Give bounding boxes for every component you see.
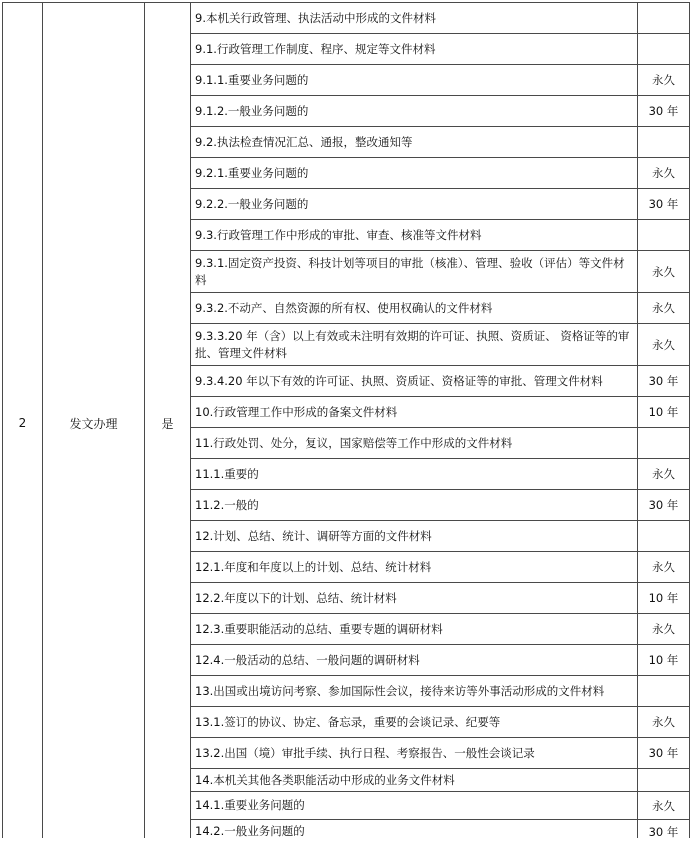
item-description-cell: 10.行政管理工作中形成的备案文件材料 bbox=[191, 397, 638, 428]
retention-term-cell: 10 年 bbox=[638, 583, 690, 614]
retention-term-cell: 永久 bbox=[638, 552, 690, 583]
flag-cell: 是 bbox=[145, 3, 191, 844]
item-description-cell: 12.2.年度以下的计划、总结、统计材料 bbox=[191, 583, 638, 614]
retention-term-cell bbox=[638, 220, 690, 251]
item-description-cell: 11.2.一般的 bbox=[191, 490, 638, 521]
item-description-cell: 9.2.执法检查情况汇总、通报，整改通知等 bbox=[191, 127, 638, 158]
item-description-cell: 9.3.1.固定资产投资、科技计划等项目的审批（核准）、管理、验收（评估）等文件材料 bbox=[191, 251, 638, 293]
retention-term-cell: 10 年 bbox=[638, 397, 690, 428]
retention-term-cell: 30 年 bbox=[638, 366, 690, 397]
retention-term-cell: 永久 bbox=[638, 293, 690, 324]
retention-term-cell: 永久 bbox=[638, 707, 690, 738]
item-description-cell: 13.1.签订的协议、协定、备忘录，重要的会谈记录、纪要等 bbox=[191, 707, 638, 738]
category-name-cell: 发文办理 bbox=[43, 3, 145, 844]
item-description-cell: 9.1.行政管理工作制度、程序、规定等文件材料 bbox=[191, 34, 638, 65]
item-description-cell: 14.本机关其他各类职能活动中形成的业务文件材料 bbox=[191, 769, 638, 792]
retention-term-cell: 10 年 bbox=[638, 645, 690, 676]
seq-cell: 2 bbox=[3, 3, 43, 844]
item-description-cell: 9.2.2.一般业务问题的 bbox=[191, 189, 638, 220]
retention-term-cell: 永久 bbox=[638, 158, 690, 189]
item-description-cell: 12.3.重要职能活动的总结、重要专题的调研材料 bbox=[191, 614, 638, 645]
retention-term-cell: 30 年 bbox=[638, 820, 690, 844]
retention-term-cell: 永久 bbox=[638, 65, 690, 96]
item-description-cell: 12.计划、总结、统计、调研等方面的文件材料 bbox=[191, 521, 638, 552]
retention-term-cell: 永久 bbox=[638, 324, 690, 366]
item-description-cell: 9.3.3.20 年（含）以上有效或未注明有效期的许可证、执照、资质证、 资格证等的审批、管理文件材料 bbox=[191, 324, 638, 366]
page-bottom-edge bbox=[0, 838, 692, 844]
item-description-cell: 9.3.4.20 年以下有效的许可证、执照、资质证、资格证等的审批、管理文件材料 bbox=[191, 366, 638, 397]
retention-term-cell: 永久 bbox=[638, 614, 690, 645]
item-description-cell: 9.3.2.不动产、自然资源的所有权、使用权确认的文件材料 bbox=[191, 293, 638, 324]
item-description-cell: 9.1.1.重要业务问题的 bbox=[191, 65, 638, 96]
item-description-cell: 9.2.1.重要业务问题的 bbox=[191, 158, 638, 189]
retention-term-cell: 30 年 bbox=[638, 189, 690, 220]
retention-term-cell: 30 年 bbox=[638, 96, 690, 127]
item-description-cell: 13.2.出国（境）审批手续、执行日程、考察报告、一般性会谈记录 bbox=[191, 738, 638, 769]
item-description-cell: 9.3.行政管理工作中形成的审批、审查、核准等文件材料 bbox=[191, 220, 638, 251]
table-row bbox=[3, 3, 690, 34]
retention-term-cell: 30 年 bbox=[638, 738, 690, 769]
item-description-cell: 13.出国或出境访问考察、参加国际性会议，接待来访等外事活动形成的文件材料 bbox=[191, 676, 638, 707]
item-description-cell: 12.4.一般活动的总结、一般问题的调研材料 bbox=[191, 645, 638, 676]
retention-schedule-table bbox=[2, 2, 690, 844]
item-description-cell: 14.1.重要业务问题的 bbox=[191, 792, 638, 820]
retention-term-cell bbox=[638, 127, 690, 158]
item-description-cell: 11.行政处罚、处分，复议，国家赔偿等工作中形成的文件材料 bbox=[191, 428, 638, 459]
item-description-cell: 9.本机关行政管理、执法活动中形成的文件材料 bbox=[191, 3, 638, 34]
retention-term-cell bbox=[638, 428, 690, 459]
item-description-cell: 12.1.年度和年度以上的计划、总结、统计材料 bbox=[191, 552, 638, 583]
item-description-cell: 11.1.重要的 bbox=[191, 459, 638, 490]
retention-term-cell bbox=[638, 521, 690, 552]
retention-term-cell: 永久 bbox=[638, 459, 690, 490]
table-body bbox=[3, 3, 690, 844]
retention-term-cell: 30 年 bbox=[638, 490, 690, 521]
retention-term-cell bbox=[638, 676, 690, 707]
retention-term-cell bbox=[638, 769, 690, 792]
retention-term-cell: 永久 bbox=[638, 251, 690, 293]
retention-term-cell bbox=[638, 34, 690, 65]
item-description-cell: 14.2.一般业务问题的 bbox=[191, 820, 638, 844]
retention-term-cell bbox=[638, 3, 690, 34]
item-description-cell: 9.1.2.一般业务问题的 bbox=[191, 96, 638, 127]
retention-term-cell: 永久 bbox=[638, 792, 690, 820]
